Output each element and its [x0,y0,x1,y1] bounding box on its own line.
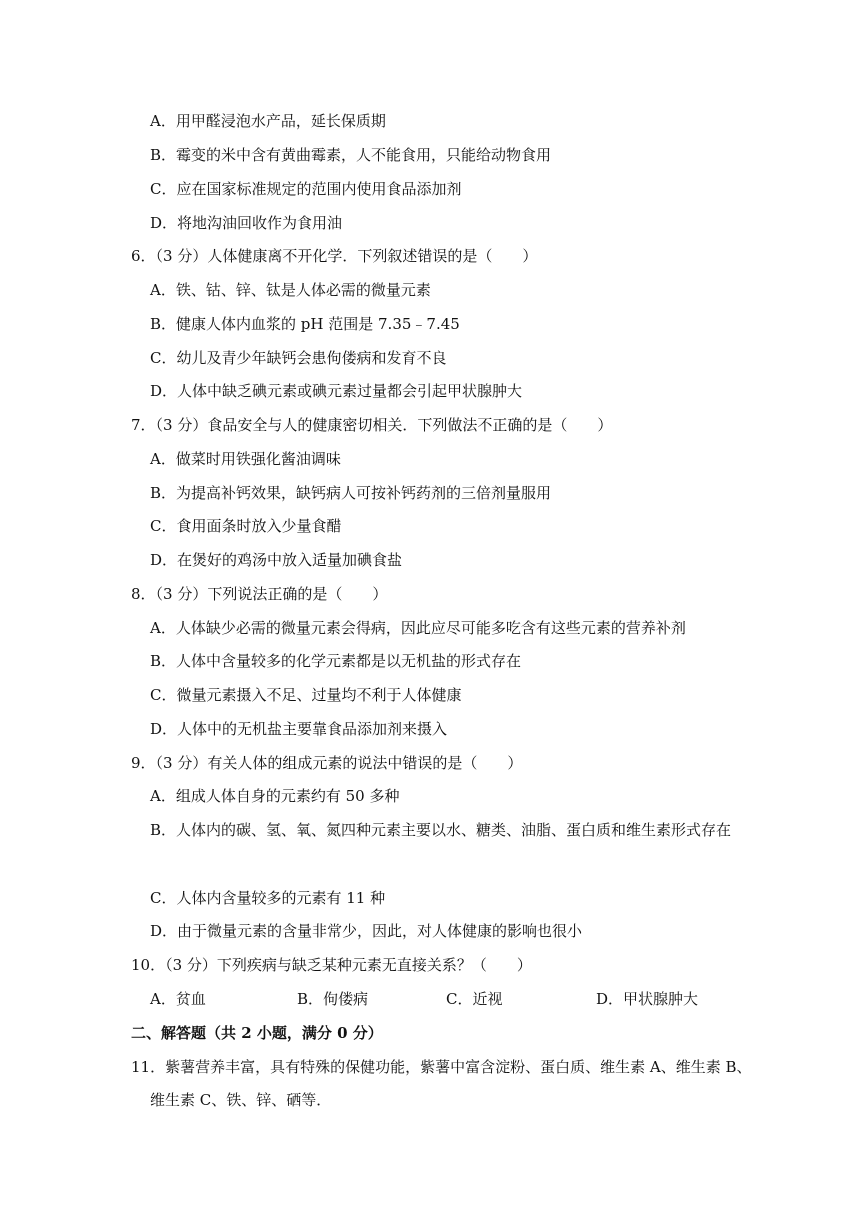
q11-stem-line2: 维生素 C、铁、锌、硒等． [150,1091,332,1109]
q6-option-c: C．幼儿及青少年缺钙会患佝偻病和发育不良 [150,349,447,367]
q10-option-c: C．近视 [446,990,503,1008]
q8-option-b: B．人体中含量较多的化学元素都是以无机盐的形式存在 [150,652,522,670]
q9-option-b: B．人体内的碳、氢、氧、氮四种元素主要以水、糖类、油脂、蛋白质和维生素形式存在 [150,821,732,839]
q8-option-a: A．人体缺少必需的微量元素会得病，因此应尽可能多吃含有这些元素的营养补剂 [150,619,686,637]
q7-option-c: C．食用面条时放入少量食醋 [150,517,342,535]
q10-stem: 10．（3 分）下列疾病与缺乏某种元素无直接关系？（ ） [131,956,532,974]
q7-stem: 7．（3 分）食品安全与人的健康密切相关．下列做法不正确的是（ ） [131,416,613,434]
q6-stem: 6．（3 分）人体健康离不开化学．下列叙述错误的是（ ） [131,247,538,265]
q7-option-d: D．在煲好的鸡汤中放入适量加碘食盐 [150,551,403,569]
q11-stem-line1: 11．紫薯营养丰富，具有特殊的保健功能，紫薯中富含淀粉、蛋白质、维生素 A、维生素 B、 [131,1058,752,1076]
q5-option-d: D．将地沟油回收作为食用油 [150,214,343,232]
q10-option-b: B．佝偻病 [297,990,369,1008]
q5-option-b: B．霉变的米中含有黄曲霉素，人不能食用，只能给动物食用 [150,146,552,164]
q9-option-d: D．由于微量元素的含量非常少，因此，对人体健康的影响也很小 [150,922,583,940]
q5-option-a: A．用甲醛浸泡水产品，延长保质期 [150,112,386,130]
q8-option-c: C．微量元素摄入不足、过量均不利于人体健康 [150,686,462,704]
q9-option-c: C．人体内含量较多的元素有 11 种 [150,889,386,907]
q8-option-d: D．人体中的无机盐主要靠食品添加剂来摄入 [150,720,448,738]
q7-option-a: A．做菜时用铁强化酱油调味 [150,450,341,468]
q10-option-a: A．贫血 [150,990,206,1008]
section-heading: 二、解答题（共 2 小题，满分 0 分） [131,1024,383,1042]
q10-option-d: D．甲状腺肿大 [596,990,699,1008]
q9-stem: 9．（3 分）有关人体的组成元素的说法中错误的是（ ） [131,754,523,772]
q5-option-c: C．应在国家标准规定的范围内使用食品添加剂 [150,180,462,198]
q8-stem: 8．（3 分）下列说法正确的是（ ） [131,585,388,603]
q9-option-a: A．组成人体自身的元素约有 50 多种 [150,787,400,805]
q6-option-b: B．健康人体内血浆的 pH 范围是 7.35﹣7.45 [150,315,460,333]
q6-option-a: A．铁、钴、锌、钛是人体必需的微量元素 [150,281,431,299]
q7-option-b: B．为提高补钙效果，缺钙病人可按补钙药剂的三倍剂量服用 [150,484,552,502]
q6-option-d: D．人体中缺乏碘元素或碘元素过量都会引起甲状腺肿大 [150,382,523,400]
